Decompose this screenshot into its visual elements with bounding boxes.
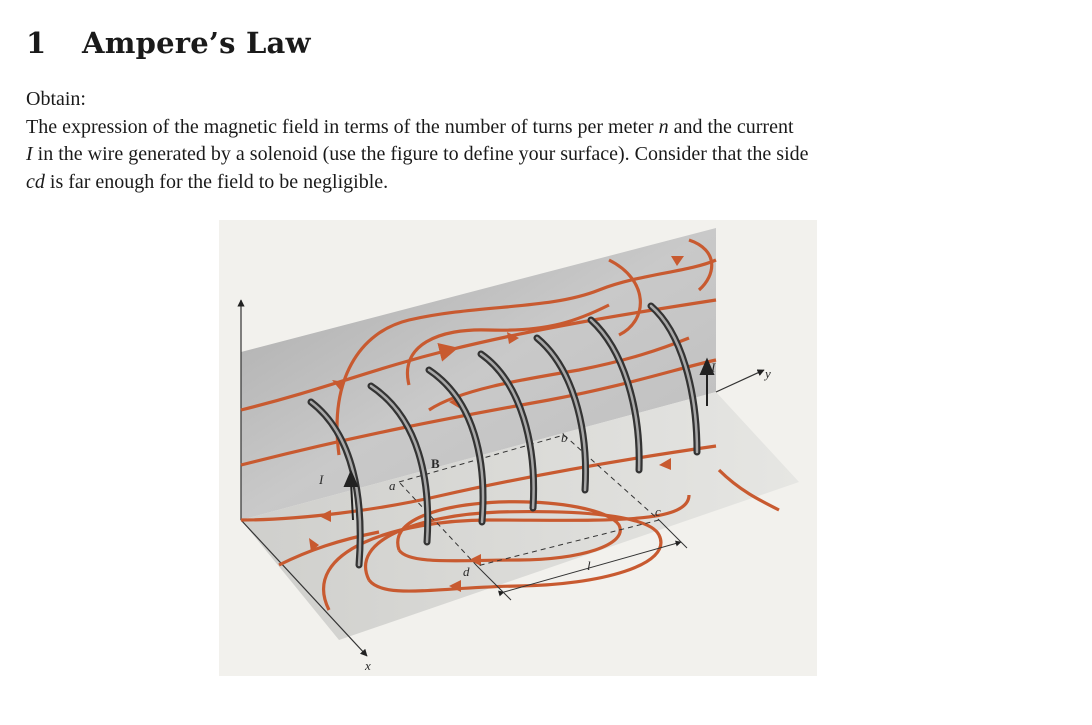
intro-line: Obtain: xyxy=(26,88,86,110)
label-B: B xyxy=(431,456,440,471)
section-number: 1 xyxy=(26,26,47,60)
label-x: x xyxy=(365,658,371,673)
solenoid-figure xyxy=(219,220,817,676)
section-heading xyxy=(26,26,311,60)
label-I-left: I xyxy=(319,472,324,487)
label-d: d xyxy=(463,564,470,579)
label-c: c xyxy=(655,504,661,519)
task-text-2: in the wire generated by a solenoid (use the figure to define your surface). Consider that the side xyxy=(32,143,809,165)
label-b: b xyxy=(561,430,568,445)
var-n: n xyxy=(658,115,669,138)
label-y: y xyxy=(765,366,771,381)
task-text-3: is far enough for the field to be negligible. xyxy=(44,170,389,193)
label-a: a xyxy=(389,478,396,493)
label-l: l xyxy=(587,558,591,573)
task-text-1b: and the current xyxy=(668,115,794,138)
var-I: I xyxy=(26,143,33,165)
y-axis xyxy=(716,370,764,392)
label-I-right: I xyxy=(711,360,716,375)
var-cd: cd xyxy=(26,170,45,193)
task-text-1a: The expression of the magnetic field in terms of the number of turns per meter xyxy=(26,115,659,138)
task-paragraph xyxy=(26,114,1026,197)
problem-statement xyxy=(26,86,1026,196)
section-title: Ampere’s Law xyxy=(82,26,311,60)
solenoid-diagram xyxy=(219,220,817,676)
